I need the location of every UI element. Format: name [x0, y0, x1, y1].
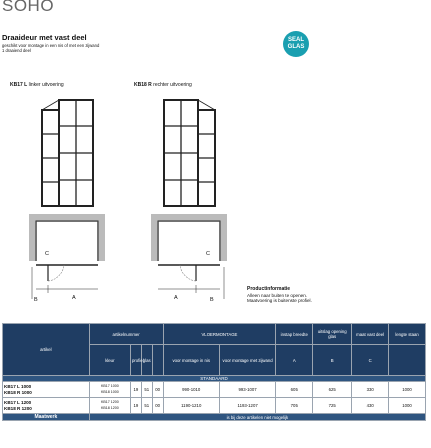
dim-a-left: A — [72, 295, 76, 301]
seal-line-2: GLAS — [287, 44, 305, 50]
row-artikelnummer: KB17 1200 KB18 1200 — [89, 398, 130, 414]
row-a: 705 — [276, 398, 313, 414]
variant-left-label: KB17 L linker uitvoering — [10, 82, 64, 88]
th-vloermontage: VLOERMONTAGE — [163, 324, 276, 345]
door-elevation-left — [38, 98, 98, 208]
th-zijwand: voor montage met zijwand — [219, 345, 275, 376]
row-artikel: KB17 L 1200 KB18 R 1200 — [3, 398, 90, 414]
row-lengte: 1000 — [389, 398, 426, 414]
row-artikelnummer: KB17 1000 KB18 1000 — [89, 382, 130, 398]
desc-line-2: 1 draaiend deel — [2, 48, 31, 53]
th-blank — [152, 345, 163, 376]
row-a: 605 — [276, 382, 313, 398]
dim-a-right: A — [174, 295, 178, 301]
th-letter-b: B — [313, 345, 352, 376]
product-title: Draaideur met vast deel — [2, 33, 87, 42]
row-zijwand: 1193-1207 — [219, 398, 275, 414]
row-b: 625 — [313, 382, 352, 398]
row-profiel: 19 — [130, 382, 141, 398]
info-title: Productinformatie — [247, 286, 291, 292]
table-row — [3, 398, 426, 414]
row-nis: 990-1010 — [163, 382, 219, 398]
info-line-2: Maatvoering is buitenste profiel. — [247, 298, 312, 304]
th-letter-a: A — [276, 345, 313, 376]
footer-note: is bij deze artikelen niet mogelijk — [89, 414, 425, 421]
th-profiel: profiel — [130, 345, 141, 376]
info-line-1: Alleen naar buiten te openen. — [247, 293, 308, 299]
th-glas: glas — [141, 345, 152, 376]
th-maatvast: maat vast deel — [352, 324, 389, 345]
variant-right-label: KB18 R rechter uitvoering — [134, 82, 192, 88]
th-opening: uitslag opening glas — [313, 324, 352, 345]
th-kleur: kleur — [89, 345, 130, 376]
row-profiel: 19 — [130, 398, 141, 414]
plan-view-left — [28, 213, 108, 305]
th-blank-2 — [389, 345, 426, 376]
dim-b-left: B — [34, 297, 38, 303]
spec-table — [2, 323, 426, 421]
row-kleur: 00 — [152, 382, 163, 398]
seal-line-1: SEAL — [287, 37, 304, 43]
product-description — [2, 43, 192, 53]
row-nis: 1190-1210 — [163, 398, 219, 414]
product-info — [247, 287, 312, 304]
footer-maatwerk: Maatwerk — [3, 414, 90, 421]
row-zijwand: 993-1007 — [219, 382, 275, 398]
section-standaard: STANDAARD — [3, 376, 426, 382]
brand-title: SOHO — [2, 0, 55, 15]
row-kleur: 00 — [152, 398, 163, 414]
row-c: 430 — [352, 398, 389, 414]
th-lengte: lengte staan — [389, 324, 426, 345]
row-artikel: KB17 L 1000 KB18 R 1000 — [3, 382, 90, 398]
desc-line-1: geschikt voor montage in een nis of met een zijwand — [2, 43, 100, 48]
th-artikelnummer: artikelnummer — [89, 324, 163, 345]
table-row — [3, 382, 426, 398]
seal-glass-badge — [283, 31, 309, 57]
row-b: 725 — [313, 398, 352, 414]
plan-view-right — [150, 213, 230, 305]
row-c: 330 — [352, 382, 389, 398]
row-glas: 51 — [141, 398, 152, 414]
th-letter-c: C — [352, 345, 389, 376]
row-lengte: 1000 — [389, 382, 426, 398]
row-glas: 51 — [141, 382, 152, 398]
th-instap: instap breedte — [276, 324, 313, 345]
door-elevation-right — [160, 98, 220, 208]
th-artikel: artikel — [3, 324, 90, 376]
dim-c-left: C — [45, 251, 49, 257]
dim-c-right: C — [206, 251, 210, 257]
th-nis: voor montage in nis — [163, 345, 219, 376]
dim-b-right: B — [210, 297, 214, 303]
